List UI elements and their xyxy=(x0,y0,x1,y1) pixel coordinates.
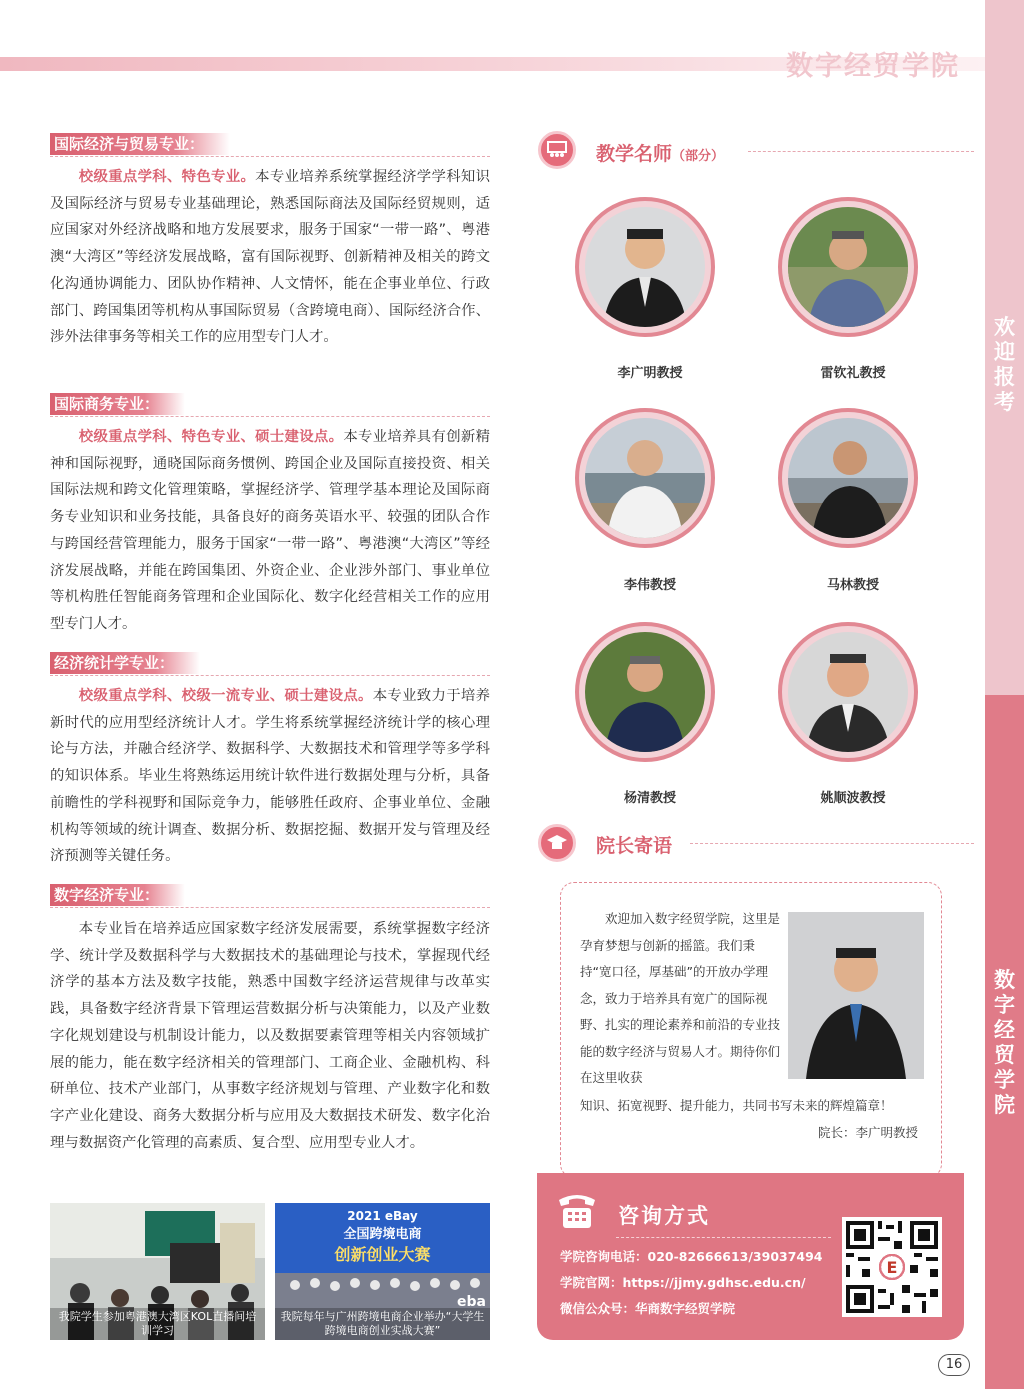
side-tab-bottom xyxy=(985,695,1024,1389)
ebay-banner-year: 2021 eBay xyxy=(347,1209,418,1223)
wechat-qr-code[interactable] xyxy=(842,1217,942,1317)
teacher-photo-3 xyxy=(575,408,715,548)
ebay-banner-line1: 全国跨境电商 xyxy=(343,1227,422,1242)
major-desc-digital-economy: 本专业旨在培养适应国家数字经济发展需要，系统掌握数字经济学、统计学及数据科学与大数据技术的基础理论与技术，掌握现代经济学的基本方法及数字技能，熟悉中国数字经济运营规律与改革实践，具备数字经济背景下管理运营数据分析与决策能力，以及产业数字化规划建设与机制设计能力，以及数据要素管理等相关内容领域扩展的能力，能在数字经济相关的管理部门、工商企业、金融机构、科研单位、技术产业部门，从事数字经济规划与管理、产业数字化和数字产业化建设、商务大数据分析与应用及大数据技术研发、数字化治理与数据资产化管理的高素质、复合型、应用型专业人才。 xyxy=(50,921,490,1151)
page-number: 16 xyxy=(938,1354,970,1376)
telephone-icon xyxy=(555,1190,599,1230)
teacher-photo-2 xyxy=(778,197,918,337)
photo-ebay-contest xyxy=(275,1203,490,1340)
major-label-international-business: 国际商务专业： xyxy=(50,393,490,417)
major-label-economic-statistics: 经济统计学专业： xyxy=(50,652,490,676)
photo-kol-training xyxy=(50,1203,265,1340)
graduation-cap-glyph xyxy=(546,834,568,852)
dean-signature: 院长：李广明教授 xyxy=(817,1125,918,1140)
photo-kol-training-caption: 我院学生参加粤港澳大湾区KOL直播间培训学习 xyxy=(50,1308,265,1340)
teacher-photo-1 xyxy=(575,197,715,337)
teacher-name-3: 李伟教授 xyxy=(623,578,676,593)
ebay-banner-line2: 创新创业大赛 xyxy=(334,1245,431,1264)
contact-phone[interactable]: 学院咨询电话：020-82666613/39037494 xyxy=(560,1249,823,1264)
contact-wechat: 微信公众号：华商数字经贸学院 xyxy=(560,1301,736,1316)
side-tab-top xyxy=(985,0,1024,695)
side-tab-college: 数 字 经 贸 学 院 xyxy=(994,968,1015,1117)
teacher-icon-glyph xyxy=(547,141,567,159)
major-label-international-trade: 国际经济与贸易专业： xyxy=(50,133,490,157)
teacher-name-2: 雷钦礼教授 xyxy=(820,366,886,381)
dean-photo xyxy=(788,912,924,1079)
major-label-digital-economy: 数字经济专业： xyxy=(50,884,490,908)
qr-code-pattern xyxy=(842,1217,942,1317)
graduation-cap-icon xyxy=(538,824,576,862)
dean-title-rule xyxy=(690,843,974,844)
dean-message-text: 欢迎加入数字经贸学院，这里是孕育梦想与创新的摇篮。我们秉持“宽口径，厚基础”的开放办学理念，致力于培养具有宽广的国际视野、扎实的理论素养和前沿的专业技能的数字经济与贸易人才。期待你们在这里收获 xyxy=(580,911,781,1085)
teacher-name-6: 姚顺波教授 xyxy=(820,791,886,806)
teachers-title-rule xyxy=(748,151,974,152)
major-desc-international-business: 校级重点学科、特色专业、硕士建设点。本专业培养具有创新精神和国际视野，通晓国际商务惯例、跨国企业及国际直接投资、相关国际法规和跨文化管理策略，掌握经济学、管理学基本理论及国际商务专业知识和业务技能，具备良好的商务英语水平、较强的团队合作与跨国经营管理能力，服务于国家“一带一路”、粤港澳“大湾区”等经济发展战略，并能在跨国集团、外资企业、企业涉外部门、事业单位等机构胜任智能商务管理和企业国际化、数字化经营相关工作的应用型专门人才。 xyxy=(50,429,490,632)
teacher-photo-6 xyxy=(778,622,918,762)
contact-title-rule xyxy=(616,1237,831,1238)
contact-title: 咨询方式 xyxy=(618,1204,710,1228)
teacher-photo-4 xyxy=(778,408,918,548)
teacher-photo-5 xyxy=(575,622,715,762)
ebay-logo: eba xyxy=(457,1294,486,1310)
photo-ebay-contest-caption: 我院每年与广州跨境电商企业举办“大学生跨境电商创业实战大赛” xyxy=(275,1308,490,1340)
side-tab-welcome: 欢 迎 报 考 xyxy=(994,315,1015,414)
dean-message-tail: 知识、拓宽视野、提升能力，共同书写未来的辉煌篇章！ xyxy=(580,1098,893,1113)
major-desc-international-trade: 校级重点学科、特色专业。本专业培养系统掌握经济学学科知识及国际经济与贸易专业基础理论，熟悉国际商法及国际经贸规则，适应国家对外经济战略和地方发展要求，服务于国家“一带一路”、粤港澳“大湾区”等经济发展战略，富有国际视野、创新精神及相关的跨文化沟通协调能力、团队协作精神、人文情怀，能在企事业单位、行政部门、跨国集团等机构从事国际贸易（含跨境电商）、国际经济合作、涉外法律事务等相关工作的应用型专门人才。 xyxy=(50,169,490,346)
teacher-name-4: 马林教授 xyxy=(826,578,879,593)
teacher-name-1: 李广明教授 xyxy=(617,366,683,381)
teacher-icon xyxy=(538,131,576,169)
page-header-title: 数字经贸学院 xyxy=(786,51,960,82)
svg-text:E: E xyxy=(886,1258,898,1277)
major-desc-economic-statistics: 校级重点学科、校级一流专业、硕士建设点。本专业致力于培养新时代的应用型经济统计人才。学生将系统掌握经济统计学的核心理论与方法，并融合经济学、数据科学、大数据技术和管理学等多学科的知识体系。毕业生将熟练运用统计软件进行数据处理与分析，具备前瞻性的学科视野和国际竞争力，能够胜任政府、企事业单位、金融机构等领域的统计调查、数据分析、数据挖掘、数据开发与管理及经济预测等关键任务。 xyxy=(50,688,490,865)
dean-section-title: 院长寄语 xyxy=(596,835,673,857)
teacher-name-5: 杨清教授 xyxy=(623,791,676,806)
teachers-section-title: 教学名师（部分） xyxy=(596,143,725,165)
contact-website[interactable]: 学院官网：https://jjmy.gdhsc.edu.cn/ xyxy=(560,1275,806,1290)
